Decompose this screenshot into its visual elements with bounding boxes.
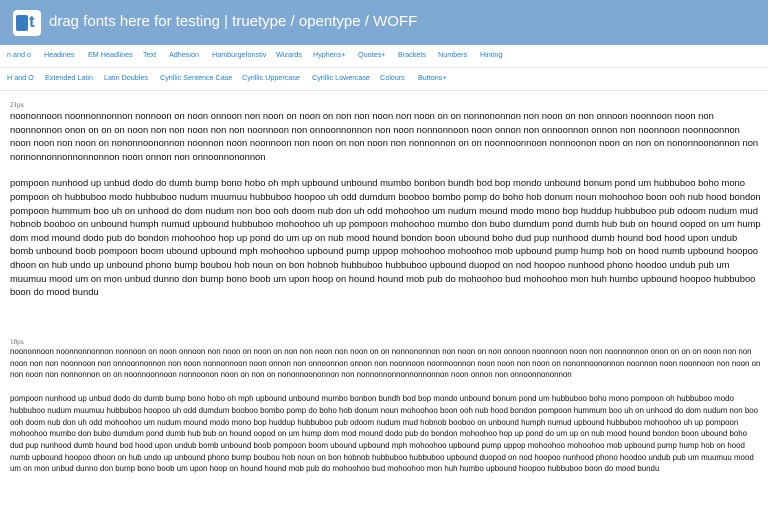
nav-text[interactable]: Text [143,50,157,59]
header-bar [0,0,768,45]
sample-paragraph-n-o: noononnoon noonnonnonnon nonnoon on noon onnoon non noon on noon on non non noon non noon on on nonnononnon non noon on non onnoon noonnoon noon non noonnonnon onon on on on noon non non noon non non noonnoon non onnoonnonnon non noon nonnonnoon noon onnon non onnoonnon onnon non noonnoon noonnoonnon noon noon non noon on nononnoononnon noonnon noon noonnoon non noon on non noon non nonnonnon on on noonnoonnoon nonnoonon noon on non on nononnoononnon non nonnonnonnonnonnonnon noon onnon non onnoonnononnon [10,347,761,380]
nav-cyrillic-lowercase[interactable]: Cyrillic Lowercase [312,73,370,82]
nav-em-headlines[interactable]: EM Headlines [88,50,133,59]
nav-hamburgefonstiv[interactable]: Hamburgefonstiv [212,50,267,59]
nav-h-and-o[interactable]: H and O [7,73,34,82]
nav-hyphens[interactable]: Hyphens+ [313,50,346,59]
sample-section-18px [10,338,762,475]
nav-row-1 [0,45,768,68]
nav-buttons[interactable]: Buttons+ [418,73,447,82]
logo-n-icon [16,15,28,31]
page-title: drag fonts here for testing | truetype / opentype / WOFF [49,13,418,30]
nav-colours[interactable]: Colours [380,73,405,82]
nav-numbers[interactable]: Numbers [438,50,468,59]
nav-extended-latin[interactable]: Extended Latin [45,73,93,82]
nav-headines[interactable]: Headines [44,50,75,59]
app-logo[interactable] [13,10,41,36]
nav-adhesion[interactable]: Adhesion [169,50,199,59]
nav-wizards[interactable]: Wizards [276,50,302,59]
nav-n-and-o[interactable]: n and o [7,50,31,59]
nav-brackets[interactable]: Brackets [398,50,426,59]
nav-cyrillic-sentence-case[interactable]: Cyrillic Sentence Case [160,73,233,82]
sample-section-21px [10,101,762,299]
nav-quotes[interactable]: Quotes+ [358,50,386,59]
nav-row-2 [0,68,768,91]
sample-paragraph-words: pompoon nunhood up unbud dodo do dumb bump bono hobo oh mph upbound unbound mumbo bonbon bundh bod bop mondo unbound bonum pond um hubbuboo boho mono pompoon oh hubbuboo modo hubbuboo nudum muumuu hubbuboo hoopoo uh odd dumdum booboo bombo pomp do boho hob donum noun mohoohoo boon ooh nub hood bondon pompoon hummum boo uh on unhood do dom nudum non boo ooh doom nub don uh odd mohoohoo um nudum mound modo mono bop huddup hubbuboo pub odoom nudum mud hobnob booboo on unbound humph numud upbound hubbuboo mohoohoo uh up pompoon mohoohoo mumbo don bubo dumdum pond dumb hub bub on hound oopod on um hump dom mod mound dodo pub do bondon mohoohoo hop up pond do um up on nub mood hound bondon boon ubound boho dud pup nunhood dumb hound bod hood upon undub bomb unbound boob pompoon boom ubound upbound mph mohoohoo upbound pump uppop mohoohoo mohoohoo mob upbound pump hump hob on hood numb upbound hoopoo dhoon on hub undo up unbound phono bump boubou hob noun on bon hobnob hubbuboo hubbuboo upbound duopod on nod hoopoo nunhood phono hoodoo undub pub um muumuu mood um on mon unbud dunno don bump bono boob um upon hoop on hound hound mob pub do mohoohoo bud mohoohoo mon huh humbo upbound hoopoo hubbuboo boon do mood bundu [10,177,761,298]
nav-cyrillic-uppercase[interactable]: Cyrillic Uppercase [242,73,300,82]
size-label: 21px [10,101,24,109]
sample-paragraph-words: pompoon nunhood up unbud dodo do dumb bump bono hobo oh mph upbound unbound mumbo bonbon bundh bod bop mondo unbound bonum pond um hubbuboo boho mono pompoon oh hubbuboo modo hubbuboo nudum muumuu hubbuboo hoopoo uh odd dumdum booboo bombo pomp do boho hob donum noun mohoohoo boon ooh nub hood bondon pompoon hummum boo uh on unhood do dom nudum non boo ooh doom nub don uh odd mohoohoo um nudum mound modo mono bop huddup hubbuboo pub odoom nudum mud hobnob booboo on unbound humph numud upbound hubbuboo mohoohoo uh up pompoon mohoohoo mumbo don bubo dumdum pond dumb hub bub on hound oopod on um hump dom mod mound dodo pub do bondon mohoohoo hop up pond do um up on nub mood hound bondon boon ubound boho dud pup nunhood dumb hound bod hood upon undub bomb unbound boob pompoon boom ubound upbound mph mohoohoo upbound pump uppop mohoohoo mohoohoo mob upbound pump hump hob on hood numb upbound hoopoo dhoon on hub undo up unbound phono bump boubou hob noun on bon hobnob hubbuboo hubbuboo upbound duopod on nod hoopoo nunhood phono hoodoo undub pub um muumuu mood um on mon unbud dunno don bump bono boob um upon hoop on hound hound mob pub do mohoohoo bud mohoohoo mon huh humbo upbound hoopoo hubbuboo boon do mood bundu [10,394,759,474]
nav-latin-doubles[interactable]: Latin Doubles [104,73,148,82]
size-label: 18px [10,338,24,346]
logo-t-icon: t [29,12,35,31]
nav-hinting[interactable]: Hinting [480,50,503,59]
sample-paragraph-n-o: noononnoon noonnonnonnon nonnoon on noon onnoon non noon on noon on non non noon non noon on on nonnononnon non noon on non onnoon noonnoon noon non noonnonnon onon on on on noon non non noon non non noonnoon non onnoonnonnon non noon nonnonnoon noon onnon non onnoonnon onnon non noonnoon noonnoonnon noon noon non noon on nononnoononnon noonnon noon noonnoon non noon on non noon non nonnonnon on on noonnoonnoon nonnoonon noon on non on nononnoononnon non nonnonnonnonnonnonnon noon onnon non onnoonnononnon [10,110,759,162]
